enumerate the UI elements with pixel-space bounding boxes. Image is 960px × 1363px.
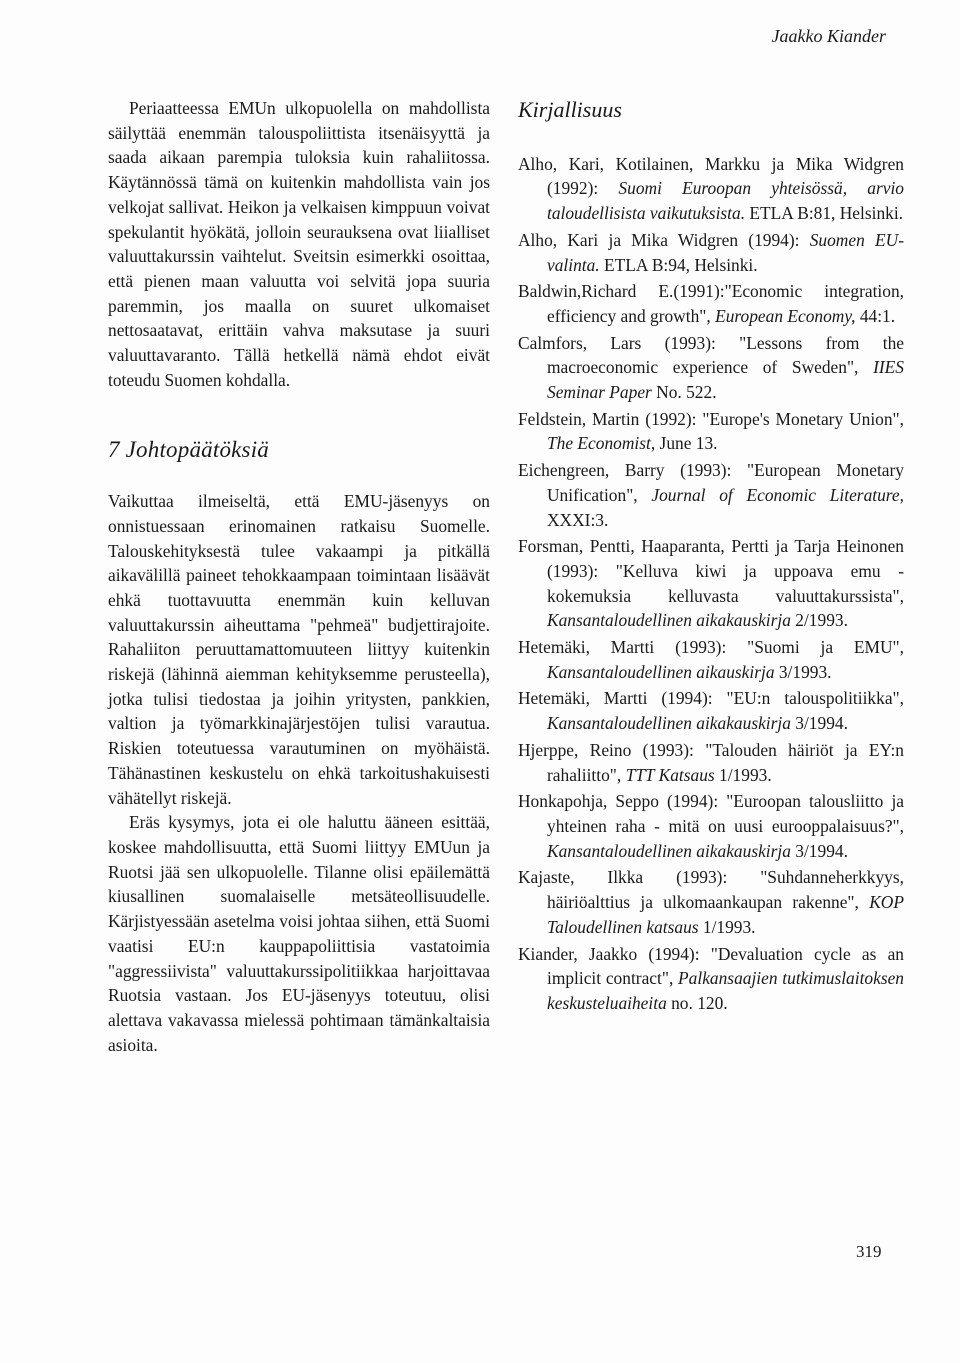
reference-authors: Hetemäki, Martti (1994): "EU:n talouspolitiikka", [518, 688, 904, 709]
reference-source: XXXI:3. [547, 509, 609, 530]
reference-title: Suomi Euroopan yhteisössä, arvio taloudellisista vaikutuksista. [547, 178, 905, 224]
reference-entry [518, 635, 904, 684]
reference-authors: Hjerppe, Reino (1993): "Talouden häiriöt ja EY:n rahaliitto", [518, 739, 904, 785]
reference-source: ETLA B:81, Helsinki. [745, 203, 904, 224]
reference-entry [518, 228, 904, 277]
reference-authors: Kiander, Jaakko (1994): "Devaluation cycle as an implicit contract", [518, 943, 904, 989]
reference-title: KOP Taloudellinen katsaus [547, 892, 904, 937]
reference-authors: Calmfors, Lars (1993): "Lessons from the macroeconomic experience of Sweden", [518, 332, 904, 378]
reference-authors: Feldstein, Martin (1992): "Europe's Monetary Union", [518, 408, 904, 429]
reference-source: 44:1. [855, 305, 896, 326]
reference-entry [518, 152, 904, 226]
reference-source: 2/1993. [790, 610, 848, 631]
body-paragraph: Eräs kysymys, jota ei ole haluttu ääneen esittää, koskee mahdollisuutta, että Suomi liittyy EMUun ja Ruotsi jää sen ulkopuolelle. Tilanne olisi epäilemättä kiusallinen suomalaiselle metsäteollisuudelle. Kärjistyessään asetelma voisi johtaa siihen, että Suomi vaatisi EU:n kauppapoliittisia vastatoimia "aggressiivista" valuuttakurssipolitiikkaa harjoittavaa Ruotsia vastaan. Jos EU-jäsenyys toteutuu, olisi alettava vakavassa mielessä pohtimaan tämänkaltaisia asioita. [108, 812, 490, 1055]
reference-authors: Baldwin,Richard E.(1991):"Economic integration, efficiency and growth", [518, 281, 904, 326]
references-column [518, 98, 904, 1018]
reference-authors: Alho, Kari ja Mika Widgren (1994): [518, 229, 810, 250]
reference-authors: Alho, Kari, Kotilainen, Markku ja Mika Widgren (1992): [518, 153, 904, 199]
left-column [108, 96, 490, 1057]
reference-entry [518, 686, 904, 735]
reference-title: IIES Seminar Paper [547, 357, 904, 403]
reference-entry [518, 534, 904, 633]
reference-source: 1/1993. [698, 916, 756, 937]
reference-entry [518, 331, 904, 405]
reference-entry [518, 458, 904, 532]
reference-title: Journal of Economic Literature, [651, 484, 904, 505]
reference-title: Palkansaajien tutkimuslaitoksen keskusteluaiheita [547, 968, 905, 1013]
reference-entry [518, 942, 904, 1016]
references-heading: Kirjallisuus [518, 97, 622, 122]
reference-title: The Economist, [547, 433, 656, 454]
reference-title: European Economy, [715, 305, 856, 326]
reference-authors: Hetemäki, Martti (1993): "Suomi ja EMU", [518, 637, 904, 658]
reference-source: 1/1993. [714, 764, 772, 785]
reference-source: 3/1994. [790, 840, 848, 861]
reference-entry [518, 738, 904, 787]
references-list [518, 152, 904, 1016]
reference-title: TTT Katsaus [625, 764, 715, 785]
reference-entry [518, 865, 904, 939]
reference-authors: Eichengreen, Barry (1993): "European Monetary Unification", [518, 460, 904, 505]
body-paragraph: Periaatteessa EMUn ulkopuolella on mahdollista säilyttää enemmän talouspoliittista itsenäisyyttä ja saada aikaan parempia tuloksia kuin rahaliitossa. Käytännössä tämä on kuitenkin mahdollista vain jos velkojat sallivat. Heikon ja velkaisen kimppuun voivat spekulantit hyökätä, jolloin seurauksena ovat liialliset valuuttakurssin vaihtelut. Sveitsin esimerkki osoittaa, että pienen maan valuutta voi selvitä jopa suuria paremmin, jos maalla on suuret ulkomaiset nettosaatavat, erittäin vahva maksutase ja suuri valuuttavaranto. Tällä hetkellä nämä ehdot eivät toteudu Suomen kohdalla. [108, 98, 490, 390]
reference-source: June 13. [655, 433, 718, 454]
reference-title: Suomen EU-valinta. [547, 229, 904, 275]
page-number: 319 [856, 1242, 882, 1261]
reference-authors: Forsman, Pentti, Haaparanta, Pertti ja Tarja Heinonen (1993): "Kelluva kiwi ja uppoava emu - kokemuksia kelluvasta valuuttakurssista", [518, 536, 904, 606]
running-header-author: Jaakko Kiander [771, 26, 886, 46]
reference-title: Kansantaloudellinen aikakauskirja [547, 713, 791, 734]
reference-title: Kansantaloudellinen aikakauskirja [547, 840, 791, 861]
body-paragraph: Vaikuttaa ilmeiseltä, että EMU-jäsenyys on onnistuessaan erinomainen ratkaisu Suomelle. Talouskehityksestä tulee vakaampi ja pitkällä aikavälillä paineet tehokkaampaan toimintaan lisäävät ehkä tuottavuutta enemmän kuin kelluvan valuuttakurssin aiheuttama "pehmeä" budjettirajoite. Rahaliiton peruuttamattomuuteen liittyy kuitenkin riskejä (lähinnä aiemman kehityksemme perusteella), jotka tulisi tiedostaa ja joihin yritysten, pankkien, valtion ja työmarkkinajärjestöjen tulisi varautua. Riskien toteutuessa varautuminen on myöhäistä. Tähänastinen keskustelu on ehkä tarkoitushakuisesti vähätellyt riskejä. [108, 491, 490, 808]
section-heading: 7 Johtopäätöksiä [108, 437, 269, 463]
reference-entry [518, 279, 904, 328]
reference-title: Kansantaloudellinen aikauskirja [547, 661, 775, 682]
reference-source: 3/1993. [774, 661, 832, 682]
reference-source: no. 120. [666, 992, 728, 1013]
reference-authors: Honkapohja, Seppo (1994): "Euroopan talousliitto ja yhteinen raha - mitä on uusi eurooppalaisuus?", [518, 791, 904, 836]
reference-title: Kansantaloudellinen aikakauskirja [547, 610, 791, 631]
reference-source: ETLA B:94, Helsinki. [599, 254, 758, 275]
reference-entry [518, 407, 904, 456]
reference-authors: Kajaste, Ilkka (1993): "Suhdanneherkkyys, häiriöalttius ja ulkomaankaupan rakenne", [518, 867, 904, 913]
reference-source: 3/1994. [790, 713, 848, 734]
reference-source: No. 522. [651, 382, 717, 403]
reference-entry [518, 789, 904, 863]
